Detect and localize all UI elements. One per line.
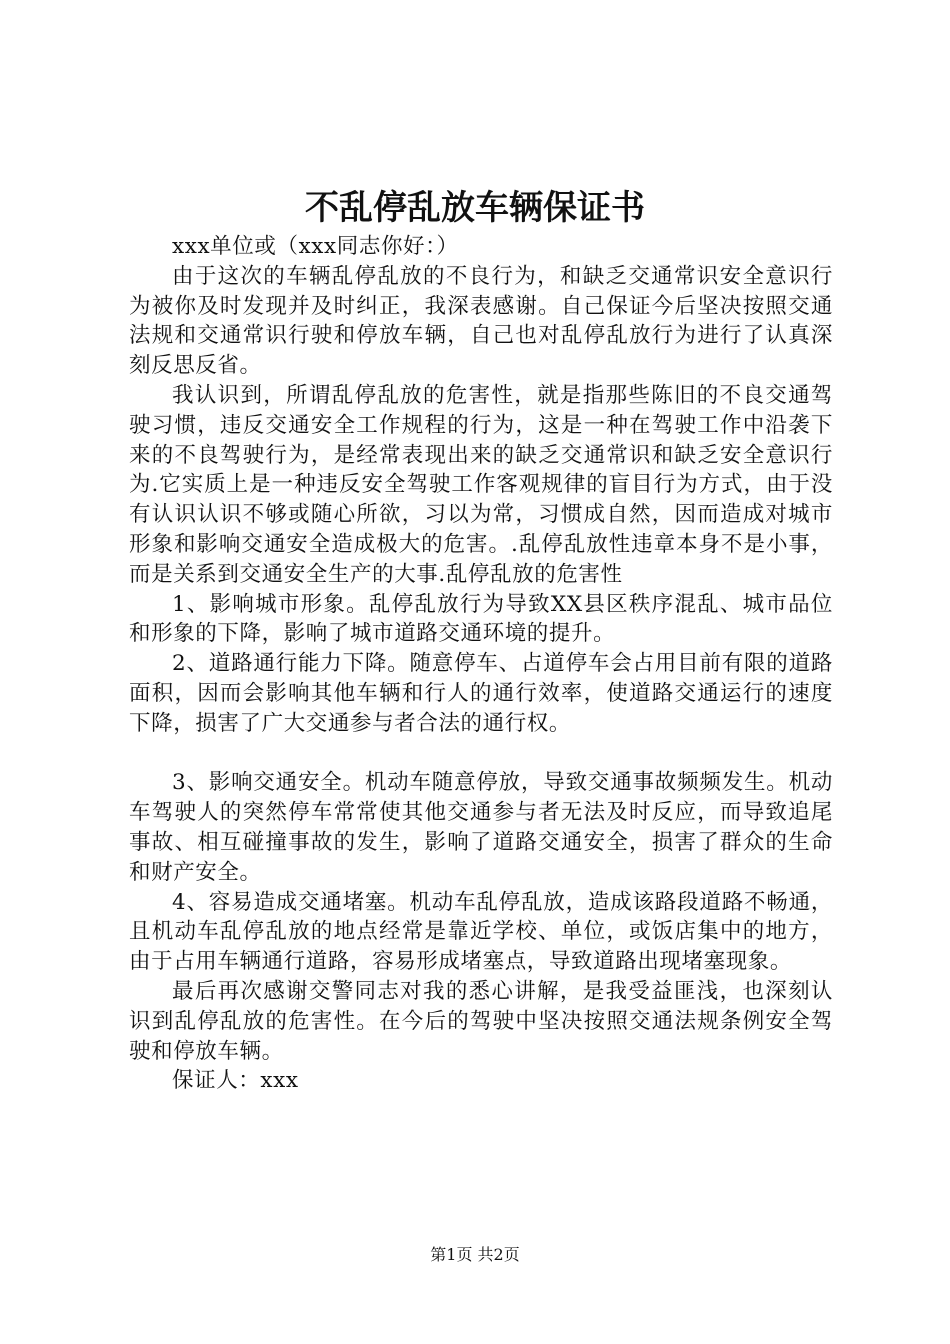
signature-line: 保证人：xxx <box>172 1068 299 1094</box>
blank-line <box>129 739 833 769</box>
paragraph-point-2: 2、道路通行能力下降。随意停车、占道停车会占用目前有限的道路面积，因而会影响其他车辆和行人的通行效率，使道路交通运行的速度下降，损害了广大交通参与者合法的通行权。 <box>129 651 833 736</box>
page-number-footer: 第1页 共2页 <box>430 1245 520 1264</box>
salutation: xxx单位或（xxx同志你好：） <box>172 234 459 259</box>
paragraph-recognition: 我认识到，所谓乱停乱放的危害性，就是指那些陈旧的不良交通驾驶习惯，违反交通安全工作规程的行为，这是一种在驾驶工作中沿袭下来的不良驾驶行为，是经常表现出来的缺乏交通常识和缺乏安全意识行为.它实质上是一种违反安全驾驶工作客观规律的盲目行为方式，由于没有认识认识不够或随心所欲，习以为常，习惯成自然，因而造成对城市形象和影响交通安全造成极大的危害。.乱停乱放性违章本身不是小事，而是关系到交通安全生产的大事.乱停乱放的危害性 <box>129 382 833 587</box>
document-title: 不乱停乱放车辆保证书 <box>305 188 645 228</box>
paragraph-intro: 由于这次的车辆乱停乱放的不良行为，和缺乏交通常识安全意识行为被你及时发现并及时纠正，我深表感谢。自己保证今后坚决按照交通法规和交通常识行驶和停放车辆，自己也对乱停乱放行为进行了认真深刻反思反省。 <box>129 263 833 379</box>
paragraph-closing: 最后再次感谢交警同志对我的悉心讲解，是我受益匪浅，也深刻认识到乱停乱放的危害性。在今后的驾驶中坚决按照交通法规条例安全驾驶和停放车辆。 <box>129 978 833 1064</box>
paragraph-point-1: 1、影响城市形象。乱停乱放行为导致XX县区秩序混乱、城市品位和形象的下降，影响了城市道路交通环境的提升。 <box>129 591 833 647</box>
paragraph-point-3: 3、影响交通安全。机动车随意停放，导致交通事故频频发生。机动车驾驶人的突然停车常常使其他交通参与者无法及时反应，而导致追尾事故、相互碰撞事故的发生，影响了道路交通安全，损害了群众的生命和财产安全。 <box>129 770 833 885</box>
document-body <box>129 232 833 1096</box>
paragraph-point-4: 4、容易造成交通堵塞。机动车乱停乱放，造成该路段道路不畅通，且机动车乱停乱放的地点经常是靠近学校、单位，或饭店集中的地方，由于占用车辆通行道路，容易形成堵塞点，导致道路出现堵塞现象。 <box>129 889 833 975</box>
